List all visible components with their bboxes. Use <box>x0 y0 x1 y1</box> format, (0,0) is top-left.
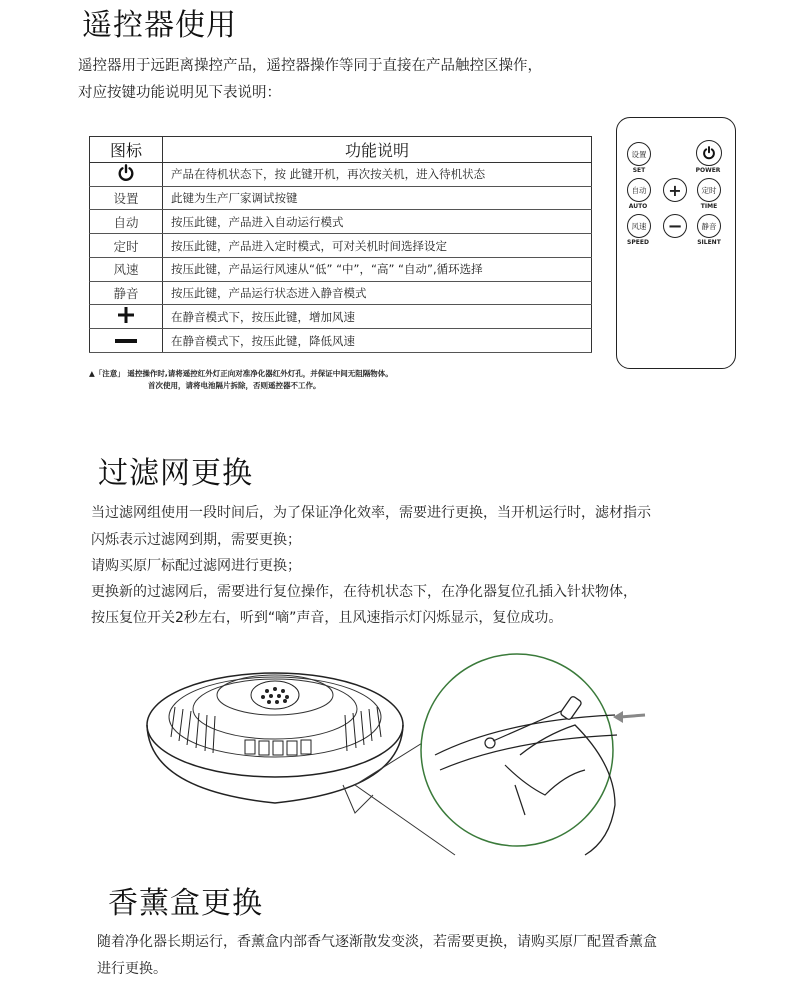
remote-minus-icon: − <box>663 214 687 238</box>
note-line1: 遥控操作时,请将遥控红外灯正向对准净化器红外灯孔，并保证中间无阻隔物体。 <box>127 369 393 378</box>
table-row <box>90 210 592 234</box>
section-title-remote: 遥控器使用 <box>82 8 237 43</box>
table-row <box>90 162 592 186</box>
remote-silent-button: 静音 <box>697 214 721 238</box>
note-line2: 首次使用，请将电池隔片拆除，否则遥控器不工作。 <box>148 381 321 390</box>
remote-set-label: SET <box>632 167 646 174</box>
table-row <box>90 186 592 210</box>
remote-speed-label: SPEED <box>627 239 649 246</box>
section-title-filter: 过滤网更换 <box>98 456 253 491</box>
remote-time-button: 定时 <box>697 178 721 202</box>
table-cell-label: 设置 <box>90 186 163 210</box>
table-row <box>90 305 592 329</box>
remote-intro-line2: 对应按键功能说明见下表说明： <box>78 85 281 101</box>
remote-auto-button: 自动 <box>627 178 651 202</box>
remote-auto-label: AUTO <box>628 203 648 210</box>
table-cell-desc: 按压此键，产品运行状态进入静音模式 <box>163 281 592 305</box>
warning-icon: ▲ <box>89 369 95 378</box>
filter-line: 按压复位开关2秒左右，听到“嘀”声音，且风速指示灯闪烁显示，复位成功。 <box>91 610 563 626</box>
remote-control-illustration <box>616 117 736 369</box>
table-cell-label: 定时 <box>90 234 163 258</box>
aroma-line2: 进行更换。 <box>97 961 167 977</box>
table-cell-label: 静音 <box>90 281 163 305</box>
table-cell-desc: 按压此键，产品运行风速从“低” “中”，“高” “自动”,循环选择 <box>163 257 592 281</box>
table-row <box>90 257 592 281</box>
purifier-reset-illustration <box>145 645 665 875</box>
section-title-aroma: 香薰盒更换 <box>108 886 263 921</box>
note <box>89 368 393 380</box>
remote-set-button: 设置 <box>627 142 651 166</box>
power-icon <box>90 162 163 186</box>
table-cell-label: 自动 <box>90 210 163 234</box>
filter-line: 当过滤网组使用一段时间后，为了保证净化效率，需要进行更换，当开机运行时，滤材指示 <box>91 505 651 521</box>
remote-speed-button: 风速 <box>627 214 651 238</box>
table-cell-desc: 按压此键，产品进入定时模式，可对关机时间选择设定 <box>163 234 592 258</box>
table-cell-desc: 在静音模式下，按压此键，降低风速 <box>163 329 592 353</box>
filter-line: 请购买原厂标配过滤网进行更换； <box>91 558 301 574</box>
remote-time-label: TIME <box>700 203 718 210</box>
table-header-function: 功能说明 <box>163 137 592 163</box>
table-row <box>90 281 592 305</box>
plus-icon <box>90 305 163 329</box>
table-cell-desc: 此键为生产厂家调试按键 <box>163 186 592 210</box>
function-table <box>89 136 592 353</box>
note-label: 「注意」 <box>94 369 125 378</box>
remote-intro-line1: 遥控器用于远距离操控产品，遥控器操作等同于直接在产品触控区操作， <box>78 58 542 74</box>
table-row <box>90 329 592 353</box>
table-cell-desc: 在静音模式下，按压此键，增加风速 <box>163 305 592 329</box>
remote-plus-icon: + <box>663 178 687 202</box>
filter-line: 闪烁表示过滤网到期，需要更换； <box>91 532 301 548</box>
table-cell-label: 风速 <box>90 257 163 281</box>
table-cell-desc: 产品在待机状态下，按 此键开机，再次按关机，进入待机状态 <box>163 162 592 186</box>
aroma-line1: 随着净化器长期运行，香薰盒内部香气逐渐散发变淡，若需要更换，请购买原厂配置香薰盒 <box>97 934 657 950</box>
table-row <box>90 234 592 258</box>
remote-silent-label: SILENT <box>697 239 721 246</box>
table-cell-desc: 按压此键，产品进入自动运行模式 <box>163 210 592 234</box>
table-header-icon: 图标 <box>90 137 163 163</box>
filter-line: 更换新的过滤网后，需要进行复位操作，在待机状态下，在净化器复位孔插入针状物体， <box>91 584 637 600</box>
remote-power-icon <box>696 140 722 166</box>
minus-icon <box>90 329 163 353</box>
remote-power-label: POWER <box>695 167 721 174</box>
